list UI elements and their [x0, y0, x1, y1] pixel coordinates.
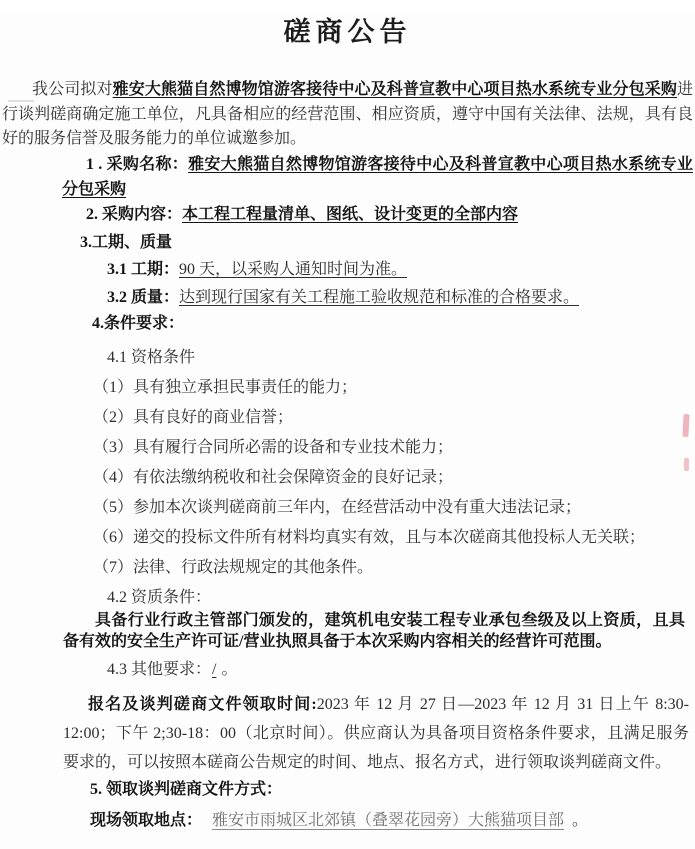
intro-paragraph	[2, 78, 693, 152]
section-1-procurement-name	[62, 152, 693, 202]
section-2-label: 2. 采购内容：	[86, 205, 183, 223]
document-page	[0, 12, 695, 849]
qualification-item-1: （1）具有独立承担民事责任的能力；	[93, 378, 358, 396]
section-3-1-value: 90 天，以采购人通知时间为准。	[179, 260, 408, 278]
section-3-2-label: 3.2 质量：	[107, 288, 180, 306]
section-4-heading: 4.条件要求：	[92, 314, 185, 332]
section-4-2-heading: 4.2 资质条件：	[107, 588, 212, 606]
intro-lead: 我公司拟对	[32, 81, 113, 98]
section-4-3-label: 4.3 其他要求：	[107, 660, 212, 678]
signup-time-text: 2023 年 12 月 27 日—2023 年 12 月 31 日上午 8:30-12:00；下午 2;30-18：00（北京时间）。供应商认为具备项目资格条件要求，且满足服务要求的，可以按照本磋商公告规定的时间、地点、报名方式，进行领取谈判磋商文件。	[63, 695, 689, 771]
pickup-location-label: 现场领取地点：	[90, 811, 203, 829]
qualification-item-5: （5）参加本次谈判磋商前三年内，在经营活动中没有重大违法记录；	[93, 498, 582, 516]
section-3-1-duration	[107, 257, 695, 282]
signup-time-paragraph	[63, 690, 689, 777]
scan-artifact-pink-mark-bottom	[684, 458, 689, 471]
page-title: 磋商公告	[283, 17, 412, 47]
qualification-item-2: （2）具有良好的商业信誉；	[93, 408, 294, 426]
intro-project-name: 雅安大熊猫自然博物馆游客接待中心及科普宣教中心项目热水系统专业分包采购	[112, 81, 677, 98]
section-2-procurement-content	[86, 202, 695, 227]
section-3-2-value: 达到现行国家有关工程施工验收规范和标准的合格要求。	[179, 288, 580, 306]
section-3-heading: 3.工期、质量	[80, 233, 173, 251]
section-4-2-text: 具备行业行政主管部门颁发的，建筑机电安装工程专业承包叁级及以上资质，且具备有效的安全生产许可证/营业执照具备于本次采购内容相关的经营许可范围。	[63, 611, 685, 650]
section-5-heading: 5. 领取谈判磋商文件方式：	[90, 780, 283, 798]
section-3-2-quality	[107, 285, 695, 310]
section-4-3-period: 。	[221, 660, 238, 678]
pickup-location-period: 。	[572, 811, 589, 829]
qualification-item-3: （3）具有履行合同所必需的设备和专业技术能力；	[93, 438, 454, 456]
section-4-3-other-requirements	[107, 658, 695, 682]
section-1-label: 1 . 采购名称：	[86, 155, 189, 173]
scan-artifact-pink-mark-top	[682, 414, 689, 437]
pickup-location-line	[90, 809, 695, 833]
scan-artifact-faint-dash	[8, 100, 34, 102]
section-4-3-value: /	[212, 660, 217, 678]
qualification-item-7: （7）法律、行政法规规定的其他条件。	[93, 558, 374, 576]
intro-tail: 进行谈判磋商确定施工单位，凡具备相应的经营范围、相应资质，遵守中国有关法律、法规，具有良好的服务信誉及服务能力的单位诚邀参加。	[2, 81, 693, 147]
pickup-location-value: 雅安市雨城区北郊镇（叠翠花园旁）大熊猫项目部	[212, 811, 565, 829]
section-1-value: 雅安大熊猫自然博物馆游客接待中心及科普宣教中心项目热水系统专业分包采购	[62, 155, 693, 198]
qualification-item-6: （6）递交的投标文件所有材料均真实有效，且与本次磋商其他投标人无关联；	[93, 528, 646, 546]
section-3-1-label: 3.1 工期：	[107, 260, 180, 278]
section-4-1-heading: 4.1 资格条件	[107, 348, 196, 366]
qualification-item-4: （4）有依法缴纳税收和社会保障资金的良好记录；	[93, 468, 454, 486]
section-2-value: 本工程工程量清单、图纸、设计变更的全部内容	[182, 205, 519, 223]
signup-time-label: 报名及谈判磋商文件领取时间:	[88, 695, 317, 713]
